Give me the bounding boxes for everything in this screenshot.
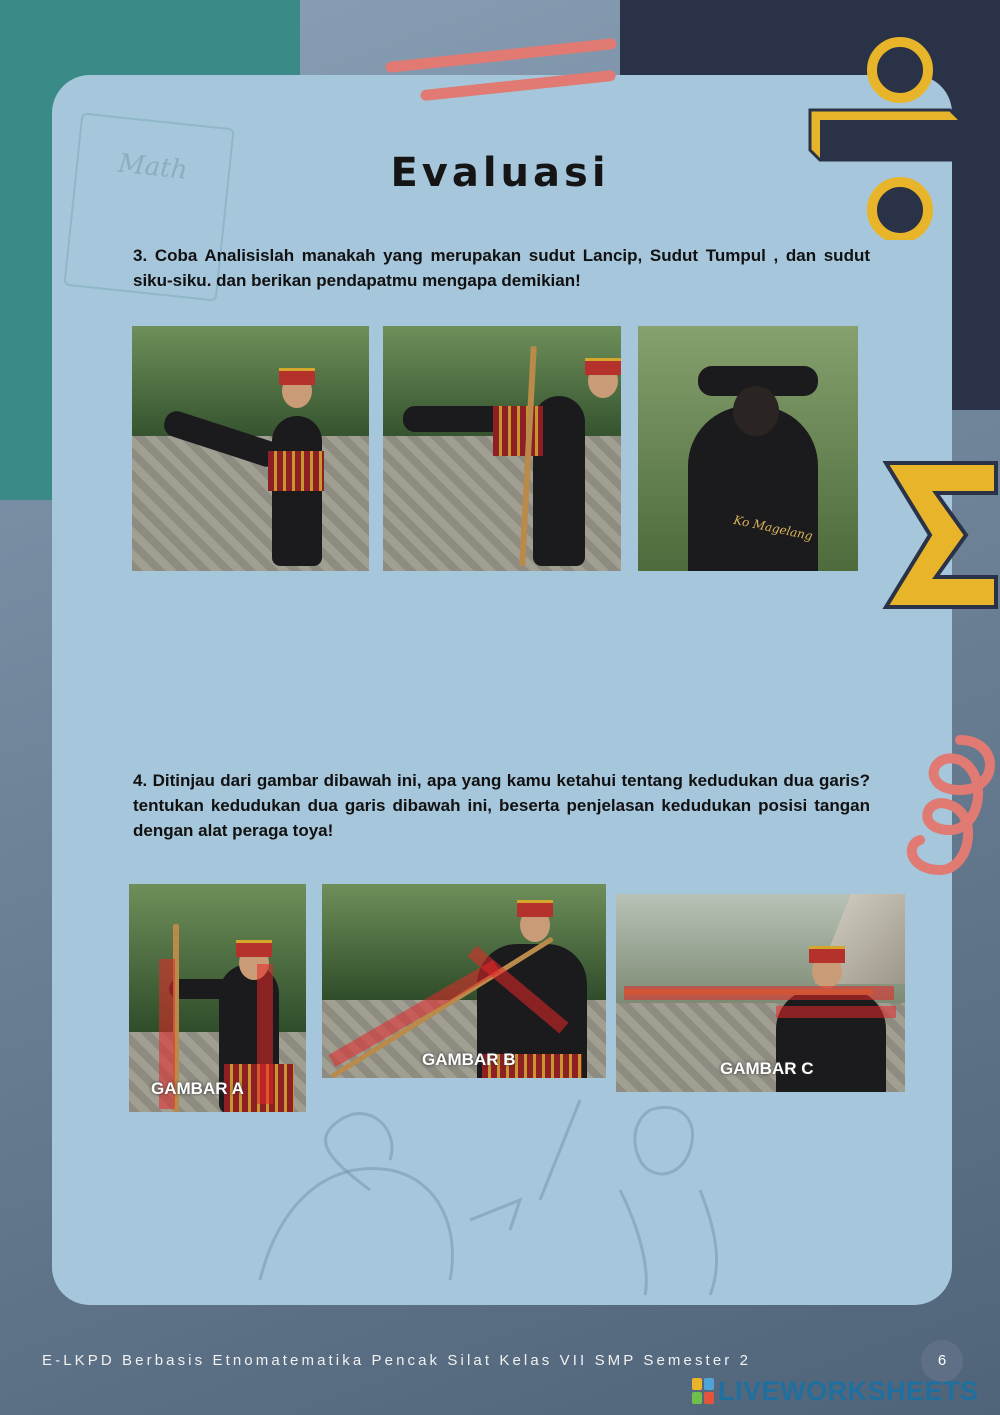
divide-symbol-icon <box>800 20 970 240</box>
label-gambar-a: GAMBAR A <box>151 1079 244 1098</box>
liveworksheets-brand[interactable] <box>692 1374 979 1408</box>
photo-headband <box>585 358 621 375</box>
page-title: Evaluasi <box>390 150 610 196</box>
photo-head <box>733 386 779 436</box>
page-number: 6 <box>921 1340 963 1382</box>
sigma-symbol-icon <box>878 455 1000 615</box>
question-3-text: 3. Coba Analisislah manakah yang merupakan sudut Lancip, Sudut Tumpul , dan sudut siku-siku. dan berikan pendapatmu mengapa demikian! <box>133 246 870 290</box>
photo-headband <box>809 946 845 963</box>
photo-arm <box>169 979 239 999</box>
shirt-text: Ko Magelang <box>732 512 814 544</box>
q4-photo-c <box>616 894 905 1092</box>
overlay-line-2 <box>776 1006 896 1018</box>
silat-illustration-watermark <box>220 1080 780 1300</box>
label-gambar-b: GAMBAR B <box>422 1050 516 1069</box>
photo-headband <box>236 940 272 957</box>
photo-sarong <box>268 451 324 491</box>
photo-pavement <box>383 436 621 571</box>
liveworksheets-wordmark: LIVEWORKSHEETS <box>718 1375 979 1406</box>
photo-person <box>272 416 322 566</box>
math-book-title: Math <box>116 148 189 186</box>
question-4-text: 4. Ditinjau dari gambar dibawah ini, apa yang kamu ketahui tentang kedudukan dua garis? tentukan kedudukan dua garis dibawah ini, beserta penjelasan kedudukan posisi tangan dengan alat peraga toya! <box>133 771 870 840</box>
photo-trees <box>129 884 306 1032</box>
q3-photo-3 <box>638 326 858 571</box>
photo-sarong <box>493 406 543 456</box>
q4-photo-b <box>322 884 606 1078</box>
spiral-decoration-icon <box>890 720 1000 910</box>
q3-photo-2 <box>383 326 621 571</box>
q3-photo-1 <box>132 326 369 571</box>
photo-headband <box>279 368 315 385</box>
overlay-line-1 <box>624 986 894 1000</box>
footer-text: E-LKPD Berbasis Etnomatematika Pencak Silat Kelas VII SMP Semester 2 <box>42 1352 752 1369</box>
q4-photo-a <box>129 884 306 1112</box>
photo-headband <box>517 900 553 917</box>
label-gambar-c: GAMBAR C <box>720 1059 814 1078</box>
liveworksheets-logo-icon <box>692 1378 714 1404</box>
